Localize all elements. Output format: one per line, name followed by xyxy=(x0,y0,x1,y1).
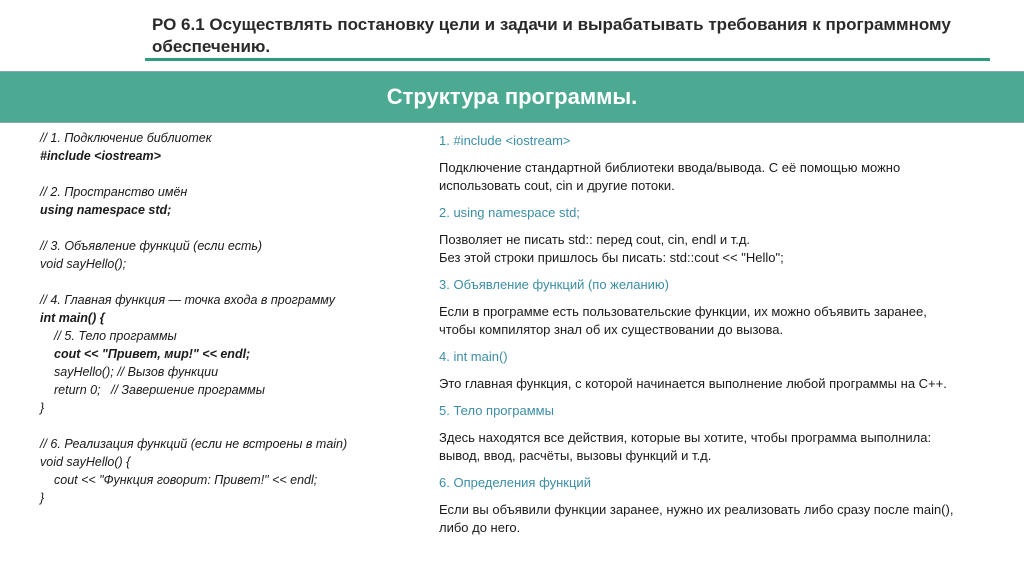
note-heading: 6. Определения функций xyxy=(439,475,591,490)
note-body-line: Без этой строки пришлось бы писать: std::cout << "Hello"; xyxy=(439,250,784,265)
code-line: void sayHello() { xyxy=(40,455,131,469)
code-line xyxy=(40,165,420,183)
banner-title: Структура программы. xyxy=(386,84,638,109)
note-body-line: Если вы объявили функции заранее, нужно их реализовать либо сразу после main(), xyxy=(439,502,954,517)
note-body xyxy=(439,375,999,393)
note-body-line: вывод, ввод, расчёты, вызовы функций и т.д. xyxy=(439,448,712,463)
code-line xyxy=(40,417,420,435)
note-heading: 2. using namespace std; xyxy=(439,205,580,220)
note-body-line: Позволяет не писать std:: перед cout, cin, endl и т.д. xyxy=(439,232,751,247)
note-body xyxy=(439,429,999,465)
note-body xyxy=(439,501,999,537)
note-body-line: чтобы компилятор знал об их существовании до вызова. xyxy=(439,322,784,337)
code-line xyxy=(40,219,420,237)
code-line: // 2. Пространство имён xyxy=(40,185,188,199)
code-listing xyxy=(40,129,420,507)
code-line: // 3. Объявление функций (если есть) xyxy=(40,239,263,253)
code-line: // 1. Подключение библиотек xyxy=(40,131,212,145)
code-line: #include <iostream> xyxy=(40,149,161,163)
note-heading: 1. #include <iostream> xyxy=(439,133,571,148)
note-body-line: Здесь находятся все действия, которые вы хотите, чтобы программа выполнила: xyxy=(439,430,932,445)
code-line: using namespace std; xyxy=(40,203,172,217)
explanation-list xyxy=(439,132,999,546)
note-body-line: либо до него. xyxy=(439,520,521,535)
note-heading: 3. Объявление функций (по желанию) xyxy=(439,277,669,292)
page-title: РО 6.1 Осуществлять постановку цели и задачи и вырабатывать требования к программному обеспечению. xyxy=(152,15,951,56)
note-body-line: Это главная функция, с которой начинается выполнение любой программы на C++. xyxy=(439,376,947,391)
code-line: } xyxy=(40,491,45,505)
note-body-line: использовать cout, cin и другие потоки. xyxy=(439,178,675,193)
section-banner xyxy=(0,71,1024,123)
code-line: // 5. Тело программы xyxy=(54,329,177,343)
code-line: // 4. Главная функция — точка входа в программу xyxy=(40,293,335,307)
note-heading: 5. Тело программы xyxy=(439,403,554,418)
note-heading: 4. int main() xyxy=(439,349,508,364)
note-body-line: Если в программе есть пользовательские функции, их можно объявить заранее, xyxy=(439,304,927,319)
code-line: cout << "Функция говорит: Привет!" << endl; xyxy=(54,473,318,487)
code-line: sayHello(); // Вызов функции xyxy=(54,365,219,379)
code-line: cout << "Привет, мир!" << endl; xyxy=(54,347,251,361)
note-body-line: Подключение стандартной библиотеки ввода/вывода. С её помощью можно xyxy=(439,160,901,175)
code-line: void sayHello(); xyxy=(40,257,127,271)
code-line: } xyxy=(40,401,45,415)
code-line: return 0; // Завершение программы xyxy=(54,383,265,397)
note-body xyxy=(439,231,999,267)
note-body xyxy=(439,303,999,339)
note-body xyxy=(439,159,999,195)
code-line xyxy=(40,273,420,291)
code-line: // 6. Реализация функций (если не встроены в main) xyxy=(40,437,348,451)
title-underline xyxy=(145,58,990,61)
code-line: int main() { xyxy=(40,311,105,325)
